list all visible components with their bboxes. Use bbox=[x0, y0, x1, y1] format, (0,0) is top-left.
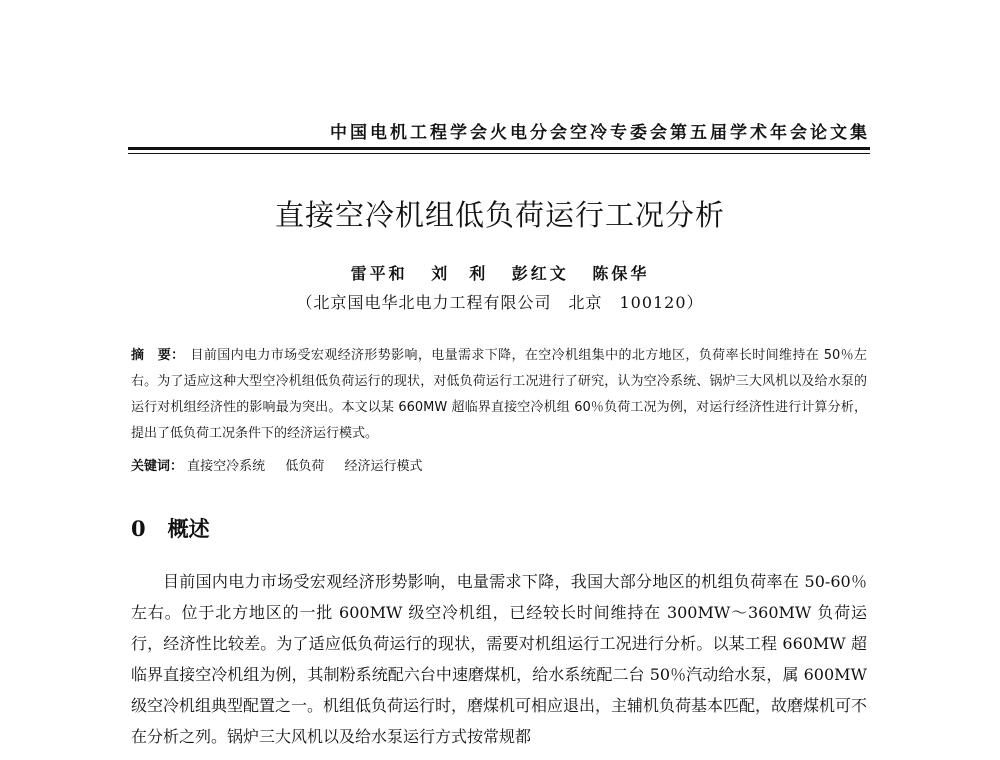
keyword: 直接空冷系统 bbox=[187, 459, 266, 474]
keyword: 低负荷 bbox=[285, 459, 325, 474]
running-header: 中国电机工程学会火电分会空冷专委会第五届学术年会论文集 bbox=[330, 123, 870, 143]
author: 雷平和 bbox=[350, 264, 408, 283]
section-number: 0 bbox=[131, 516, 146, 541]
abstract bbox=[131, 343, 867, 447]
affiliation: （北京国电华北电力工程有限公司 北京 100120） bbox=[296, 293, 704, 312]
author: 彭红文 bbox=[511, 264, 569, 283]
header-rule-thin bbox=[128, 153, 870, 154]
keywords bbox=[131, 456, 867, 478]
author: 刘 利 bbox=[431, 264, 489, 283]
keyword: 经济运行模式 bbox=[344, 459, 423, 474]
header-rule-thick bbox=[128, 147, 870, 150]
author-list bbox=[0, 261, 1000, 284]
section-title: 概述 bbox=[167, 516, 210, 541]
section-heading bbox=[131, 513, 210, 543]
author: 陈保华 bbox=[592, 264, 650, 283]
body-paragraph: 目前国内电力市场受宏观经济形势影响，电量需求下降，我国大部分地区的机组负荷率在 50-60％左右。位于北方地区的一批 600MW 级空冷机组，已经较长时间维持在 300MW～360MW 负荷运行，经济性比较差。为了适应低负荷运行的现状，需要对机组运行工况进行分析。以某工程 660MW 超临界直接空冷机组为例，其制粉系统配六台中速磨煤机，给水系统配二台 50％汽动给水泵，属 600MW 级空冷机组典型配置之一。机组低负荷运行时，磨煤机可相应退出，主辅机负荷基本匹配，故磨煤机可不在分析之列。锅炉三大风机以及给水泵运行方式按常规都 bbox=[131, 572, 868, 746]
paper-title: 直接空冷机组低负荷运行工况分析 bbox=[274, 198, 725, 232]
keywords-label: 关键词： bbox=[131, 459, 184, 474]
abstract-label: 摘 要： bbox=[131, 348, 185, 363]
abstract-text: 目前国内电力市场受宏观经济形势影响，电量需求下降，在空冷机组集中的北方地区，负荷率长时间维持在 50％左右。为了适应这种大型空冷机组低负荷运行的现状，对低负荷运行工况进行了研究，认为空冷系统、锅炉三大风机以及给水泵的运行对机组经济性的影响最为突出。本文以某 660MW 超临界直接空冷机组 60％负荷工况为例，对运行经济性进行计算分析，提出了低负荷工况条件下的经济运行模式。 bbox=[131, 348, 867, 441]
